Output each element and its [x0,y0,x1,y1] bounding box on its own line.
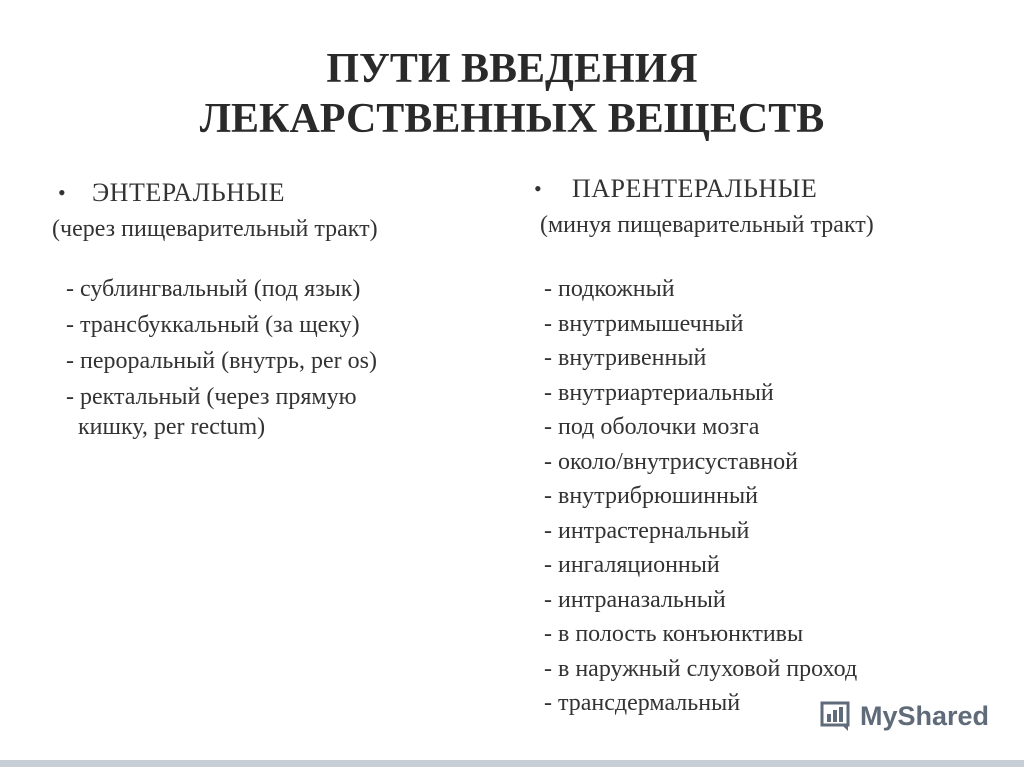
list-item: - интраназальный [544,586,726,613]
bullet-icon: • [534,176,542,201]
list-item: - интрастернальный [544,517,750,544]
list-item: - подкожный [544,276,675,302]
list-item: - внутримышечный [544,310,744,337]
list-item-continuation: кишку, per rectum) [78,414,266,440]
enteral-subtitle: (через пищеварительный тракт) [52,216,378,242]
list-item: - внутрибрюшинный [544,483,758,509]
list-item: - под оболочки мозга [544,414,760,440]
list-item: - в наружный слуховой проход [544,655,858,682]
list-item: - трансдермальный [544,690,741,716]
enteral-heading: ЭНТЕРАЛЬНЫЕ [92,178,286,207]
watermark-text: MyShared [860,700,990,731]
enteral-heading-row [52,176,492,212]
parenteral-column [530,172,1000,721]
list-item: - пероральный (внутрь, per os) [66,348,377,374]
enteral-column [52,176,492,444]
list-item: - ректальный (через прямую [66,384,357,410]
enteral-list [52,272,492,444]
list-item: - около/внутрисуставной [544,448,799,475]
slide-title-line-1: ПУТИ ВВЕДЕНИЯ [326,46,698,92]
parenteral-heading: ПАРЕНТЕРАЛЬНЫЕ [572,174,818,203]
list-item: - внутривенный [544,345,707,371]
slide-title-line-2: ЛЕКАРСТВЕННЫХ ВЕЩЕСТВ [199,96,825,142]
parenteral-heading-row [530,172,1000,208]
myshared-watermark[interactable] [820,696,989,736]
bottom-divider [0,760,1024,767]
bullet-icon: • [58,180,66,205]
list-item: - в полость конъюнктивы [544,621,804,647]
parenteral-subtitle: (минуя пищеварительный тракт) [540,212,874,238]
list-item: - ингаляционный [544,552,720,578]
list-item: - сублингвальный (под язык) [66,276,361,302]
parenteral-list [530,272,1000,721]
list-item: - внутриартериальный [544,379,774,406]
myshared-logo-icon [820,699,854,733]
list-item: - трансбуккальный (за щеку) [66,312,360,338]
